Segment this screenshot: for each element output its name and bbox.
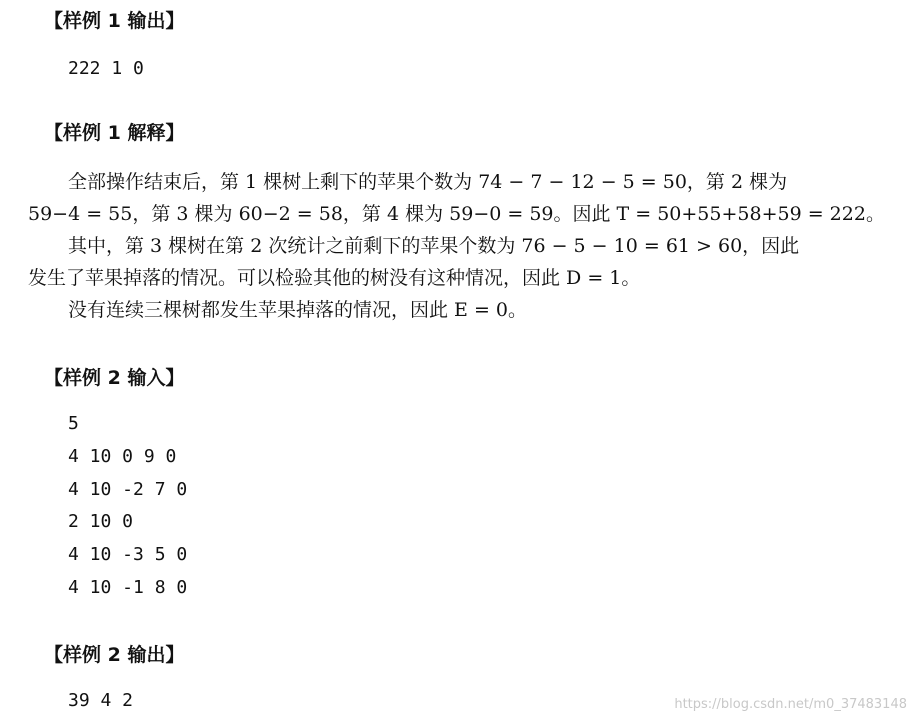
sample2-input-heading: 【样例 2 输入】 bbox=[44, 367, 185, 389]
explanation-paragraph-2-line-2: 发生了苹果掉落的情况。可以检验其他的树没有这种情况，因此 D = 1。 bbox=[28, 267, 641, 289]
sample2-output-heading: 【样例 2 输出】 bbox=[44, 644, 185, 666]
sample2-input-line-1: 5 bbox=[68, 413, 79, 434]
sample2-input-line-6: 4 10 -1 8 0 bbox=[68, 577, 188, 598]
watermark: https://blog.csdn.net/m0_37483148 bbox=[674, 697, 907, 712]
sample1-explanation-heading: 【样例 1 解释】 bbox=[44, 122, 185, 144]
sample2-input-line-3: 4 10 -2 7 0 bbox=[68, 479, 188, 500]
explanation-paragraph-2-line-1: 其中，第 3 棵树在第 2 次统计之前剩下的苹果个数为 76 − 5 − 10 = 61 > 60，因此 bbox=[68, 235, 800, 257]
explanation-paragraph-1-line-1: 全部操作结束后，第 1 棵树上剩下的苹果个数为 74 − 7 − 12 − 5 = 50，第 2 棵为 bbox=[68, 171, 788, 193]
explanation-paragraph-3: 没有连续三棵树都发生苹果掉落的情况，因此 E = 0。 bbox=[68, 299, 527, 321]
sample2-input-line-4: 2 10 0 bbox=[68, 511, 134, 532]
sample1-output-heading: 【样例 1 输出】 bbox=[44, 10, 185, 32]
sample2-output-line: 39 4 2 bbox=[68, 690, 134, 711]
explanation-paragraph-1-line-2: 59−4 = 55，第 3 棵为 60−2 = 58，第 4 棵为 59−0 = 59。因此 T = 50+55+58+59 = 222。 bbox=[28, 203, 885, 225]
sample2-input-line-2: 4 10 0 9 0 bbox=[68, 446, 177, 467]
sample2-input-line-5: 4 10 -3 5 0 bbox=[68, 544, 188, 565]
sample1-output-line: 222 1 0 bbox=[68, 58, 144, 79]
